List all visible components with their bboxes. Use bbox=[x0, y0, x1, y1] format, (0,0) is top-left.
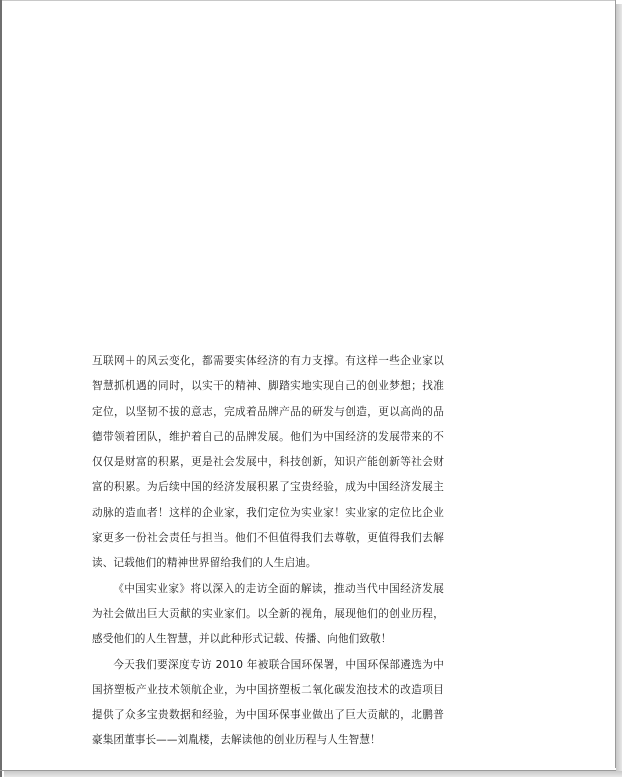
page-right-shadow bbox=[616, 4, 622, 774]
paragraph-magazine: 《中国实业家》将以深入的走访全面的解读，推动当代中国经济发展为社会做出巨大贡献的实业家们。以全新的视角，展现他们的创业历程，感受他们的人生智慧，并以此种形式记载、传播、向他们致敬！ bbox=[92, 582, 444, 646]
body-text-block bbox=[92, 349, 444, 754]
page-top-border bbox=[0, 0, 616, 1]
page-left-edge bbox=[0, 0, 2, 777]
paragraph-intro: 互联网＋的风云变化，都需要实体经济的有力支撑。有这样一些企业家以智慧抓机遇的同时，以实干的精神、脚踏实地实现自己的创业梦想；找准定位，以坚韧不拔的意志，完成着品牌产品的研发与创造，更以高尚的品德带领着团队，维护着自己的品牌发展。他们为中国经济的发展带来的不仅仅是财富的积累，更是社会发展中，科技创新，知识产能创新等社会财富的积累。为后续中国的经济发展积累了宝贵经验，成为中国经济发展主动脉的造血者！这样的企业家，我们定位为实业家！实业家的定位比企业家更多一份社会责任与担当。他们不但值得我们去尊敬，更值得我们去解读、记载他们的精神世界留给我们的人生启迪。 bbox=[92, 355, 444, 570]
paragraph-interview: 今天我们要深度专访 2010 年被联合国环保署，中国环保部遴选为中国挤塑板产业技术领航企业，为中国挤塑板二氧化碳发泡技术的改造项目提供了众多宝贵数据和经验，为中国环保事业做出了巨大贡献的，北鹏普豪集团董事长——刘胤楼，去解读他的创业历程与人生智慧！ bbox=[92, 658, 444, 747]
page-bottom-shadow bbox=[4, 771, 622, 777]
